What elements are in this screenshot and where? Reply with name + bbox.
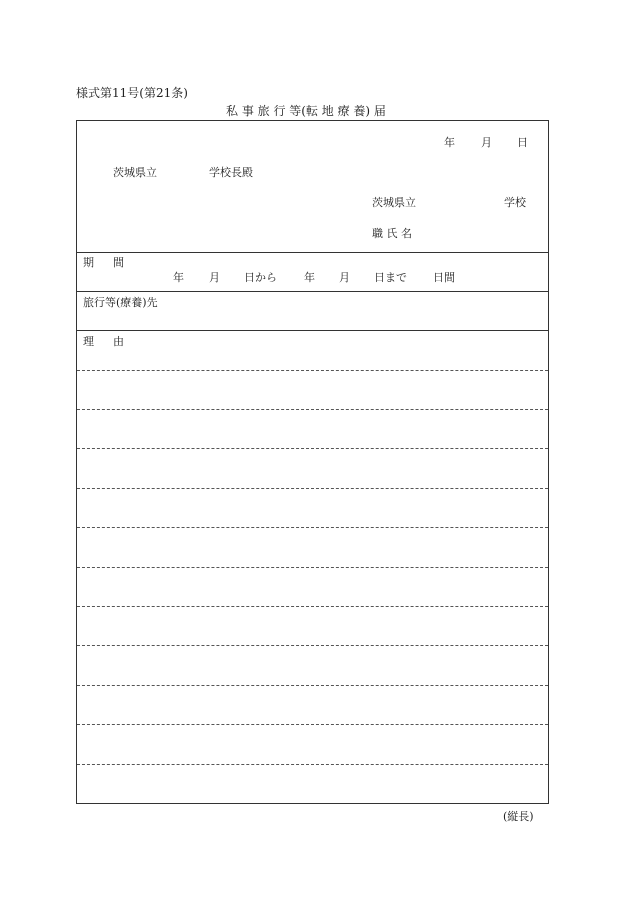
form-table xyxy=(76,120,549,804)
applicant-school-label: 学校 xyxy=(504,196,526,209)
period-days: 日間 xyxy=(433,271,455,284)
period-to-year: 年 xyxy=(304,271,315,284)
reason-line xyxy=(77,567,548,568)
reason-line xyxy=(77,724,548,725)
period-from-day: 日から xyxy=(244,271,277,284)
date-month-label: 月 xyxy=(481,136,492,149)
divider-header xyxy=(77,252,548,253)
divider-destination xyxy=(77,330,548,331)
form-title: 私 事 旅 行 等(転 地 療 養) 届 xyxy=(226,104,386,118)
period-to-day: 日まで xyxy=(374,271,407,284)
reason-label: 理 由 xyxy=(83,335,128,348)
form-number: 様式第11号(第21条) xyxy=(76,86,188,100)
addressee-prefecture: 茨城県立 xyxy=(113,166,157,179)
reason-line xyxy=(77,685,548,686)
reason-line xyxy=(77,606,548,607)
applicant-name-label: 職 氏 名 xyxy=(372,227,412,240)
addressee-school-head: 学校長殿 xyxy=(209,166,253,179)
reason-line xyxy=(77,488,548,489)
reason-line xyxy=(77,370,548,371)
paper-orientation-note: (縦長) xyxy=(503,810,534,823)
divider-period xyxy=(77,291,548,292)
period-to-month: 月 xyxy=(339,271,350,284)
reason-line xyxy=(77,527,548,528)
period-from-month: 月 xyxy=(209,271,220,284)
date-year-label: 年 xyxy=(444,136,455,149)
reason-line xyxy=(77,764,548,765)
reason-line xyxy=(77,645,548,646)
reason-line xyxy=(77,409,548,410)
applicant-prefecture: 茨城県立 xyxy=(372,196,416,209)
period-from-year: 年 xyxy=(173,271,184,284)
reason-line xyxy=(77,448,548,449)
period-label: 期 間 xyxy=(83,256,128,269)
date-day-label: 日 xyxy=(517,136,528,149)
destination-label: 旅行等(療養)先 xyxy=(83,296,158,309)
